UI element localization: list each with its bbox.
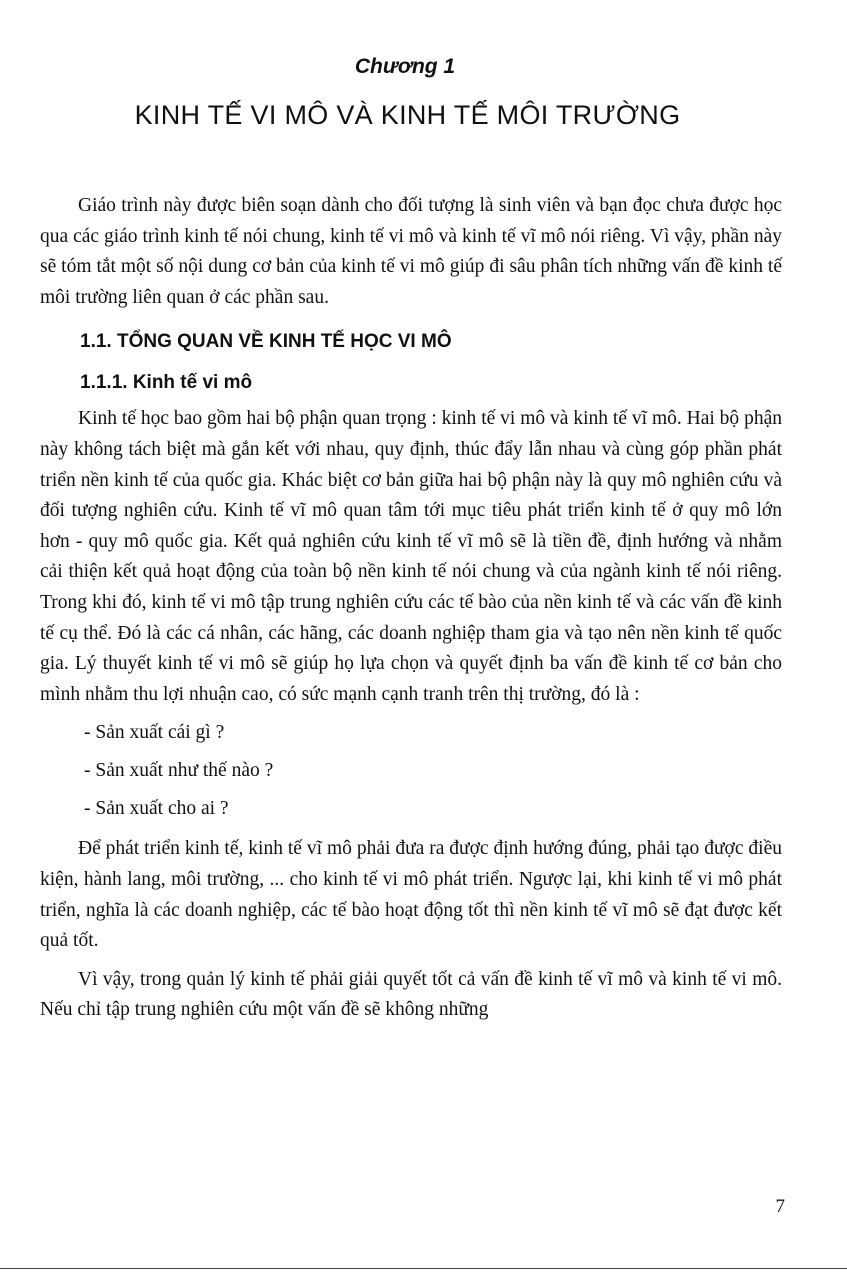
page-number: 7 <box>775 1196 785 1217</box>
body-paragraph-3: Vì vậy, trong quản lý kinh tế phải giải quyết tốt cả vấn đề kinh tế vĩ mô và kinh tế vi mô. Nếu chỉ tập trung nghiên cứu một vấn đề sẽ không những <box>40 968 782 1021</box>
list-item: - Sản xuất cho ai ? <box>84 798 229 820</box>
list-item: - Sản xuất cái gì ? <box>84 722 225 744</box>
chapter-label: Chương 1 <box>354 55 456 78</box>
body-paragraph-1: Kinh tế học bao gồm hai bộ phận quan trọng : kinh tế vi mô và kinh tế vĩ mô. Hai bộ phận này không tách biệt mà gắn kết với nhau, quy định, thúc đẩy lẫn nhau và cùng góp phần phát triển nền kinh tế của quốc gia. Khác biệt cơ bản giữa hai bộ phận này là quy mô nghiên cứu và đối tượng nghiên cứu. Kinh tế vĩ mô quan tâm tới mục tiêu phát triển kinh tế ở quy mô lớn hơn - quy mô quốc gia. Kết quả nghiên cứu kinh tế vĩ mô sẽ là tiền đề, định hướng và nhằm cải thiện kết quả hoạt động của toàn bộ nền kinh tế nói chung và của ngành kinh tế nói riêng. Trong khi đó, kinh tế vi mô tập trung nghiên cứu các tế bào của nền kinh tế và các vấn đề kinh tế cụ thể. Đó là các cá nhân, các hãng, các doanh nghiệp tham gia và tạo nên nền kinh tế quốc gia. Lý thuyết kinh tế vi mô sẽ giúp họ lựa chọn và quyết định ba vấn đề kinh tế cơ bản cho mình nhằm thu lợi nhuận cao, có sức mạnh cạnh tranh trên thị trường, đó là : <box>40 408 782 705</box>
section-heading: 1.1. TỔNG QUAN VỀ KINH TẾ HỌC VI MÔ <box>80 331 452 353</box>
chapter-title: KINH TẾ VI MÔ VÀ KINH TẾ MÔI TRƯỜNG <box>134 100 681 130</box>
question-list <box>40 714 782 828</box>
subsection-heading: 1.1.1. Kinh tế vi mô <box>80 372 253 394</box>
body-paragraph-2: Để phát triển kinh tế, kinh tế vĩ mô phải đưa ra được định hướng đúng, phải tạo được điều kiện, hành lang, môi trường, ... cho kinh tế vi mô phát triển. Ngược lại, khi kinh tế vi mô phát triển, nghĩa là các doanh nghiệp, các tế bào hoạt động tốt thì nền kinh tế vĩ mô sẽ đạt được kết quả tốt. <box>40 838 782 952</box>
page-body <box>40 191 782 1026</box>
intro-paragraph: Giáo trình này được biên soạn dành cho đối tượng là sinh viên và bạn đọc chưa được học qua các giáo trình kinh tế nói chung, kinh tế vi mô và kinh tế vĩ mô nói riêng. Vì vậy, phần này sẽ tóm tắt một số nội dung cơ bản của kinh tế vi mô giúp đi sâu phân tích những vấn đề kinh tế môi trường liên quan ở các phần sau. <box>40 195 782 308</box>
bottom-divider <box>0 1268 847 1269</box>
list-item: - Sản xuất như thế nào ? <box>84 760 274 782</box>
